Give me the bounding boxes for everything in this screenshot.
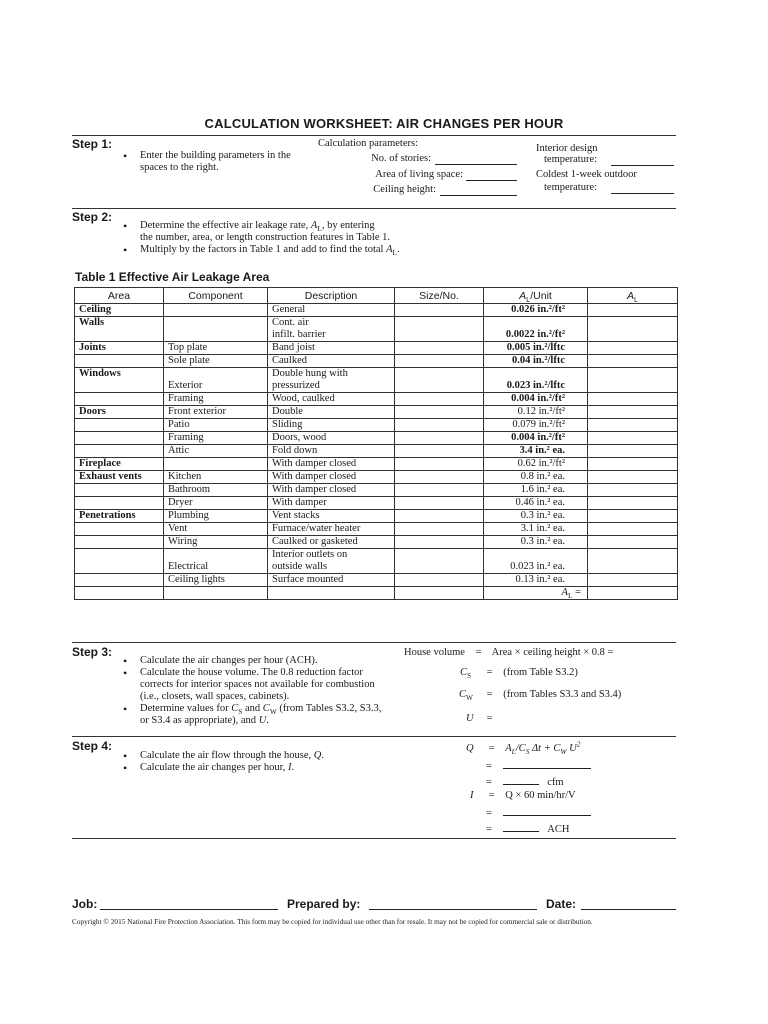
ceiling-height-field[interactable] [440,195,517,196]
al-input-cell[interactable] [588,432,678,445]
table-row [75,523,678,536]
component-cell: Patio [164,419,268,432]
leakage-table-body [75,304,678,600]
area-cell: Joints [75,342,164,355]
al-unit-cell: 0.023 in.²/lftc [484,368,588,393]
al-unit-cell: 0.004 in.²/ft² [484,393,588,406]
al-unit-cell: 0.3 in.² ea. [484,510,588,523]
component-cell: Dryer [164,497,268,510]
area-cell: Walls [75,317,164,342]
eq-cs: $C_S$ = (from Table S3.2) [460,667,578,681]
table-row [75,549,678,574]
component-cell: Top plate [164,342,268,355]
table-row [75,484,678,497]
eq-cfm: = cfm [478,774,564,789]
area-cell: Windows [75,368,164,393]
col-header-component: Component [164,288,268,304]
description-cell: Interior outlets on outside walls [268,549,395,574]
area-cell [75,432,164,445]
al-input-cell[interactable] [588,510,678,523]
al-input-cell[interactable] [588,419,678,432]
table-row [75,510,678,523]
description-cell: With damper closed [268,471,395,484]
al-input-cell[interactable] [588,355,678,368]
date-label: Date: [546,897,577,911]
size-input-cell[interactable] [395,432,484,445]
component-cell [164,317,268,342]
step2-label: Step 2: [72,210,113,224]
table-row [75,304,678,317]
table-row [75,445,678,458]
divider [72,736,676,737]
component-cell: Framing [164,393,268,406]
area-cell: Penetrations [75,510,164,523]
al-input-cell[interactable] [588,536,678,549]
description-cell: Double [268,406,395,419]
component-cell: Electrical [164,549,268,574]
size-input-cell[interactable] [395,445,484,458]
table-row [75,355,678,368]
total-row-empty-cell [75,587,164,600]
al-input-cell[interactable] [588,497,678,510]
area-cell [75,523,164,536]
al-unit-cell: 1.6 in.² ea. [484,484,588,497]
col-header-size: Size/No. [395,288,484,304]
job-label: Job: [72,897,98,911]
size-input-cell[interactable] [395,304,484,317]
component-cell: Exterior [164,368,268,393]
step4-label: Step 4: [72,739,113,753]
table-row [75,574,678,587]
area-cell [75,419,164,432]
al-input-cell[interactable] [588,304,678,317]
al-input-cell[interactable] [588,445,678,458]
al-unit-cell: 0.46 in.² ea. [484,497,588,510]
params-header: Calculation parameters: [318,138,419,149]
eq-house-volume: House volume = Area × ceiling height × 0.8 = [404,647,614,658]
component-cell [164,304,268,317]
area-cell [75,393,164,406]
description-cell: Sliding [268,419,395,432]
component-cell: Vent [164,523,268,536]
size-input-cell[interactable] [395,342,484,355]
size-input-cell[interactable] [395,355,484,368]
description-cell: With damper [268,497,395,510]
step1-label: Step 1: [72,137,113,151]
step4-bullets [120,750,400,774]
description-cell: Band joist [268,342,395,355]
col-header-al: $A_L$ [588,288,678,304]
table-row [75,342,678,355]
component-cell: Kitchen [164,471,268,484]
table-row [75,497,678,510]
area-cell: Fireplace [75,458,164,471]
interior-temp-field[interactable] [611,165,674,166]
step2-bullet-2: • Multiply by the factors in Table 1 and add to find the total $A_L$. [120,244,520,256]
ach-field[interactable] [503,821,539,832]
description-cell: Double hung with pressurized [268,368,395,393]
table-row [75,458,678,471]
size-input-cell[interactable] [395,484,484,497]
area-cell [75,536,164,549]
prepared-by-field[interactable] [369,909,537,910]
al-input-cell[interactable] [588,406,678,419]
copyright-notice: Copyright © 2015 National Fire Protection Association. This form may be copied for individual use other than for resale. It may not be copied for commercial sale or distribution. [72,917,593,926]
interior-temp-label-1: Interior design [536,143,598,154]
outdoor-temp-label-1: Coldest 1-week outdoor [536,169,637,180]
size-input-cell[interactable] [395,406,484,419]
divider [72,135,676,136]
table-row [75,419,678,432]
size-input-cell[interactable] [395,497,484,510]
al-unit-cell: 3.1 in.² ea. [484,523,588,536]
i-blank-field[interactable] [503,805,591,816]
total-row-empty-cell [268,587,395,600]
living-area-label: Area of living space: [375,169,463,180]
table-heading: Table 1 Effective Air Leakage Area [75,270,270,284]
prepared-by-label: Prepared by: [287,897,361,911]
step2-bullets [120,220,520,256]
description-cell: Caulked [268,355,395,368]
outdoor-temp-label-2: temperature: [544,182,598,193]
table-row [75,432,678,445]
table-row [75,406,678,419]
size-input-cell[interactable] [395,471,484,484]
size-input-cell[interactable] [395,368,484,393]
al-input-cell[interactable] [588,549,678,574]
step2-bullet-1: • Determine the effective air leakage rate, $A_L$, by entering the number, area, or length construction features in Table 1. [120,220,520,244]
description-cell: Cont. air infilt. barrier [268,317,395,342]
step3-bullet-1: • Calculate the air changes per hour (ACH). [120,655,390,667]
table-row [75,471,678,484]
total-al-label: $A_L$ = [484,587,588,600]
al-unit-cell: 0.023 in.² ea. [484,549,588,574]
eq-i: I = Q × 60 min/hr/V [470,790,576,801]
al-unit-cell: 0.04 in.²/lftc [484,355,588,368]
description-cell: With damper closed [268,484,395,497]
description-cell: With damper closed [268,458,395,471]
component-cell: Bathroom [164,484,268,497]
size-input-cell[interactable] [395,549,484,574]
step3-bullet-2: • Calculate the house volume. The 0.8 reduction factor corrects for interior spaces not available for combustion (i.e., closets, wall spaces, cabinets). [120,667,390,703]
area-cell [75,497,164,510]
area-cell [75,574,164,587]
area-cell: Exhaust vents [75,471,164,484]
area-cell [75,445,164,458]
area-cell [75,355,164,368]
divider [72,838,676,839]
area-cell [75,484,164,497]
date-field[interactable] [581,909,676,910]
col-header-area: Area [75,288,164,304]
size-input-cell[interactable] [395,419,484,432]
step1-bullet: • Enter the building parameters in the spaces to the right. [120,150,310,174]
al-input-cell[interactable] [588,368,678,393]
al-unit-cell: 0.13 in.² ea. [484,574,588,587]
total-row-empty-cell [395,587,484,600]
eq-u: U = [466,713,493,724]
size-input-cell[interactable] [395,317,484,342]
q-blank-field[interactable] [503,758,591,769]
al-unit-cell: 0.3 in.² ea. [484,536,588,549]
al-input-cell[interactable] [588,471,678,484]
al-unit-cell: 0.62 in.²/ft² [484,458,588,471]
al-input-cell[interactable] [588,458,678,471]
al-input-cell[interactable] [588,574,678,587]
al-input-cell[interactable] [588,317,678,342]
page-title: CALCULATION WORKSHEET: AIR CHANGES PER HOUR [204,116,564,131]
description-cell: Doors, wood [268,432,395,445]
living-area-field[interactable] [466,180,517,181]
stories-field[interactable] [435,164,517,165]
al-unit-cell: 0.026 in.²/ft² [484,304,588,317]
al-unit-cell: 0.8 in.² ea. [484,471,588,484]
al-unit-cell: 0.0022 in.²/ft² [484,317,588,342]
al-input-cell[interactable] [588,523,678,536]
component-cell: Framing [164,432,268,445]
al-input-cell[interactable] [588,484,678,497]
description-cell: Fold down [268,445,395,458]
table-row [75,393,678,406]
ceiling-height-label: Ceiling height: [373,184,436,195]
component-cell: Front exterior [164,406,268,419]
table-row [75,317,678,342]
step4-bullet-2: • Calculate the air changes per hour, I. [120,762,400,774]
table-row [75,368,678,393]
component-cell: Ceiling lights [164,574,268,587]
al-unit-cell: 0.005 in.²/lftc [484,342,588,355]
interior-temp-label-2: temperature: [544,154,598,165]
stories-label: No. of stories: [371,153,431,164]
col-header-description: Description [268,288,395,304]
al-unit-cell: 3.4 in.² ea. [484,445,588,458]
size-input-cell[interactable] [395,458,484,471]
component-cell [164,458,268,471]
eq-i-blank: = [478,805,591,820]
size-input-cell[interactable] [395,393,484,406]
eq-ach: = ACH [478,821,569,836]
component-cell: Attic [164,445,268,458]
job-field[interactable] [100,909,278,910]
step4-bullet-1: • Calculate the air flow through the house, Q. [120,750,400,762]
divider [72,208,676,209]
component-cell: Plumbing [164,510,268,523]
al-unit-cell: 0.004 in.²/ft² [484,432,588,445]
size-input-cell[interactable] [395,523,484,536]
eq-cw: $C_W$ = (from Tables S3.3 and S3.4) [459,689,622,703]
description-cell: Caulked or gasketed [268,536,395,549]
size-input-cell[interactable] [395,510,484,523]
table-total-row [75,587,678,600]
area-cell [75,549,164,574]
leakage-table [74,287,678,600]
description-cell: Furnace/water heater [268,523,395,536]
description-cell: Vent stacks [268,510,395,523]
eq-q-blank: = [478,758,591,773]
al-input-cell[interactable] [588,393,678,406]
step3-bullets [120,655,390,727]
al-input-cell[interactable] [588,342,678,355]
area-cell: Ceiling [75,304,164,317]
component-cell: Sole plate [164,355,268,368]
al-unit-cell: 0.079 in.²/ft² [484,419,588,432]
cfm-field[interactable] [503,774,539,785]
description-cell: General [268,304,395,317]
size-input-cell[interactable] [395,536,484,549]
col-header-al-unit: $A_L$/Unit [484,288,588,304]
component-cell: Wiring [164,536,268,549]
description-cell: Surface mounted [268,574,395,587]
divider [72,642,676,643]
area-cell: Doors [75,406,164,419]
outdoor-temp-field[interactable] [611,193,674,194]
step3-label: Step 3: [72,645,113,659]
eq-q: $Q = A_L/C_S$ $\Delta t + C_W$ $U^2$ [466,739,581,757]
size-input-cell[interactable] [395,574,484,587]
table-row [75,536,678,549]
total-al-value-field[interactable] [588,587,678,600]
step1-bullets [120,150,310,174]
total-row-empty-cell [164,587,268,600]
al-unit-cell: 0.12 in.²/ft² [484,406,588,419]
description-cell: Wood, caulked [268,393,395,406]
step3-bullet-3: • Determine values for $C_S$ and $C_W$ (from Tables S3.2, S3.3, or S3.4 as appropriate), and U. [120,703,390,727]
